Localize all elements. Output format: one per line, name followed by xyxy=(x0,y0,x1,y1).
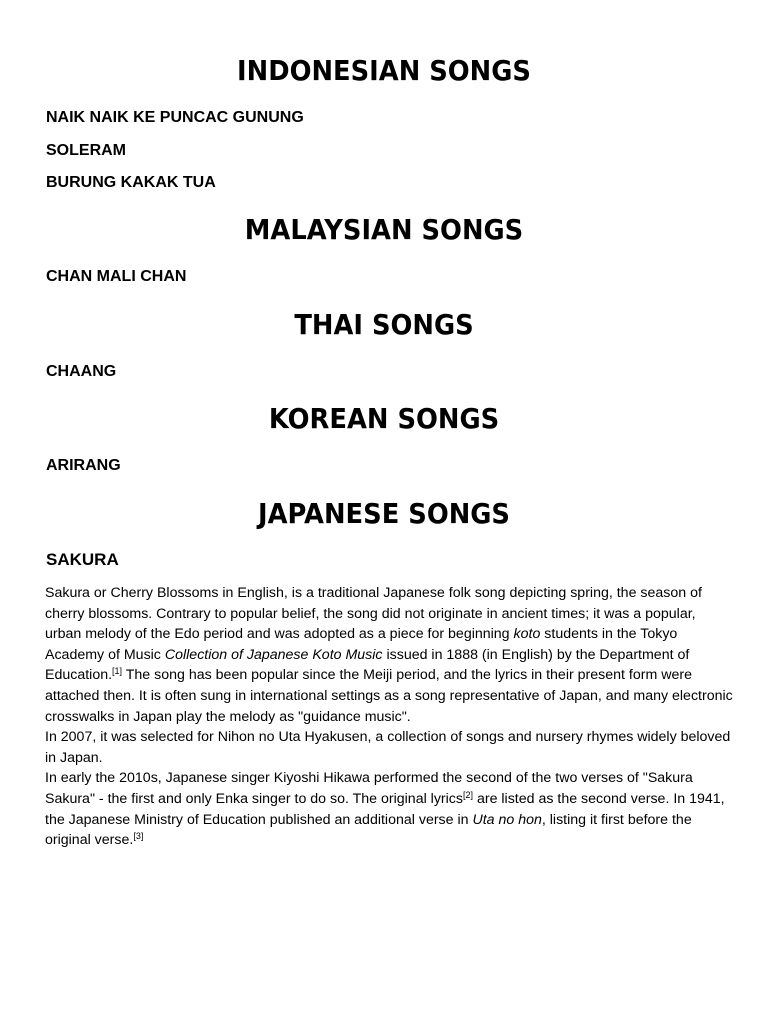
sakura-paragraph-3 xyxy=(45,768,735,850)
reference-1: [1] xyxy=(112,666,123,677)
song-burung-kakak-tua: BURUNG KAKAK TUA xyxy=(46,174,216,191)
song-soleram: SOLERAM xyxy=(46,142,126,159)
heading-thai-songs: THAI SONGS xyxy=(294,308,474,341)
italic-koto: koto xyxy=(513,626,541,643)
reference-2: [2] xyxy=(463,789,474,800)
heading-malaysian-songs: MALAYSIAN SONGS xyxy=(244,213,524,246)
italic-uta-no-hon: Uta no hon xyxy=(472,811,542,828)
sakura-description xyxy=(45,583,735,851)
text-run: , listing it first before the original verse. xyxy=(45,811,692,849)
song-chan-mali-chan: CHAN MALI CHAN xyxy=(46,268,187,285)
text-run: issued in 1888 (in English) by the Department of Education. xyxy=(45,646,690,684)
sakura-paragraph-2: In 2007, it was selected for Nihon no Uta Hyakusen, a collection of songs and nursery rhymes widely beloved in Japan. xyxy=(45,729,731,766)
heading-japanese-songs: JAPANESE SONGS xyxy=(258,497,510,530)
sakura-paragraph-1 xyxy=(45,583,735,727)
text-run: Sakura or Cherry Blossoms in English, is a traditional Japanese folk song depicting spring, the season of cherry blossoms. Contrary to popular belief, the song did not originate in ancient times; it was a popular, urban melody of the Edo period and was adopted as a piece for beginning xyxy=(45,585,702,643)
text-run: In early the 2010s, Japanese singer Kiyoshi Hikawa performed the second of the two verses of "Sakura Sakura" - the first and only Enka singer to do so. The original lyrics xyxy=(45,770,693,807)
text-run: The song has been popular since the Meiji period, and the lyrics in their present form were attached then. It is often sung in international settings as a song representative of Japan, and many electronic crosswalks in Japan play the melody as "guidance music". xyxy=(45,667,733,725)
italic-collection-title: Collection of Japanese Koto Music xyxy=(164,646,383,663)
song-chaang: CHAANG xyxy=(46,363,117,380)
reference-3: [3] xyxy=(133,831,144,842)
text-run: are listed as the second verse. In 1941, the Japanese Ministry of Education published an additional verse in xyxy=(45,790,725,828)
song-naik-naik-ke-puncac-gunung: NAIK NAIK KE PUNCAC GUNUNG xyxy=(46,109,304,126)
heading-korean-songs: KOREAN SONGS xyxy=(268,402,500,435)
song-arirang: ARIRANG xyxy=(46,457,121,474)
heading-indonesian-songs: INDONESIAN SONGS xyxy=(237,54,531,87)
text-run: students in the Tokyo Academy of Music xyxy=(45,626,678,663)
song-sakura: SAKURA xyxy=(46,550,119,569)
